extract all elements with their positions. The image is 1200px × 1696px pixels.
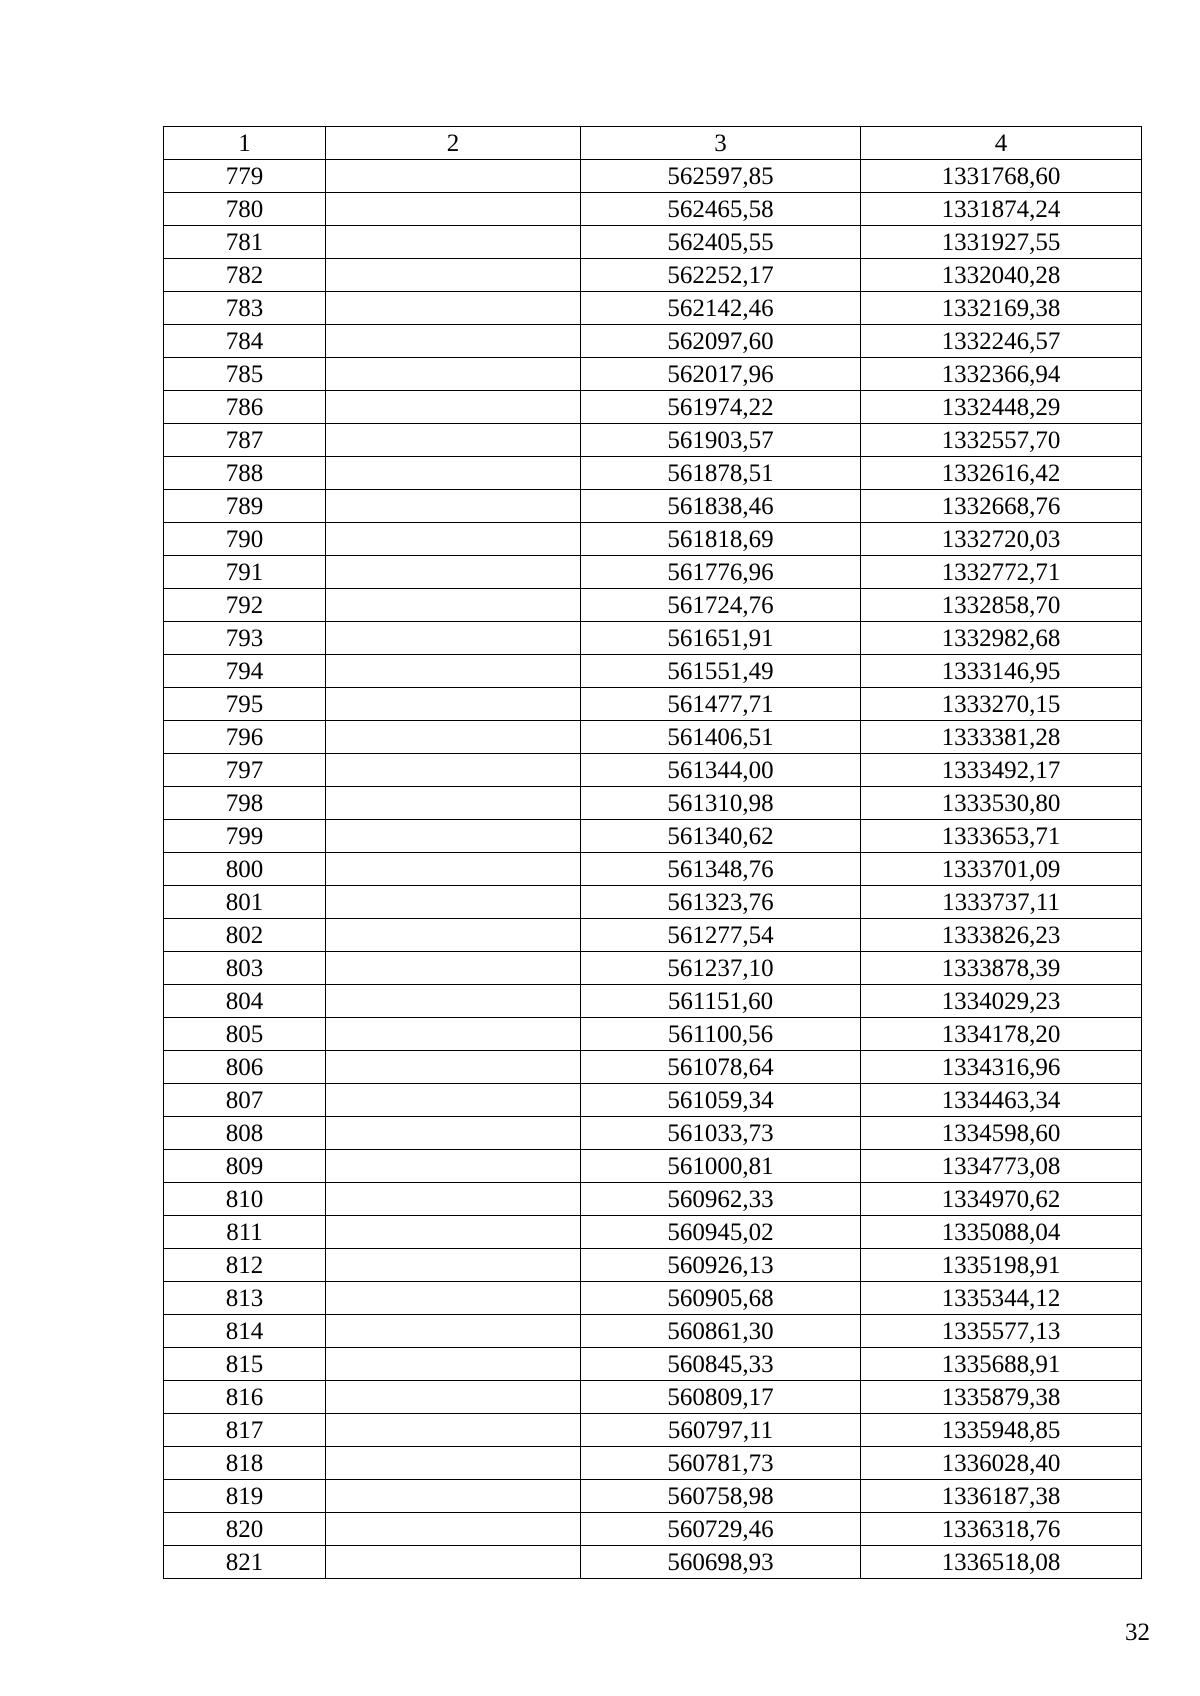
table-cell-col-4: 1335688,91 bbox=[861, 1348, 1142, 1381]
table-cell-col-1: 795 bbox=[164, 688, 326, 721]
table-header bbox=[164, 127, 1142, 160]
table-cell-col-3: 562465,58 bbox=[581, 193, 861, 226]
table-cell-col-3: 561551,49 bbox=[581, 655, 861, 688]
table-cell-col-3: 562252,17 bbox=[581, 259, 861, 292]
table-cell-col-4: 1331874,24 bbox=[861, 193, 1142, 226]
table-cell-col-3: 562405,55 bbox=[581, 226, 861, 259]
table-cell-col-2 bbox=[326, 688, 581, 721]
table-cell-col-4: 1332668,76 bbox=[861, 490, 1142, 523]
table-row bbox=[164, 358, 1142, 391]
table-cell-col-3: 561340,62 bbox=[581, 820, 861, 853]
table-row bbox=[164, 226, 1142, 259]
table-cell-col-4: 1333826,23 bbox=[861, 919, 1142, 952]
table-cell-col-2 bbox=[326, 457, 581, 490]
table-cell-col-4: 1332557,70 bbox=[861, 424, 1142, 457]
table-row bbox=[164, 1447, 1142, 1480]
table-cell-col-1: 783 bbox=[164, 292, 326, 325]
table-cell-col-1: 787 bbox=[164, 424, 326, 457]
table-cell-col-2 bbox=[326, 1348, 581, 1381]
table-cell-col-1: 781 bbox=[164, 226, 326, 259]
table-row bbox=[164, 919, 1142, 952]
table-cell-col-1: 801 bbox=[164, 886, 326, 919]
table-cell-col-2 bbox=[326, 886, 581, 919]
table-cell-col-1: 804 bbox=[164, 985, 326, 1018]
table-cell-col-2 bbox=[326, 424, 581, 457]
table-cell-col-2 bbox=[326, 1249, 581, 1282]
table-cell-col-4: 1331768,60 bbox=[861, 160, 1142, 193]
table-cell-col-4: 1332772,71 bbox=[861, 556, 1142, 589]
table-cell-col-3: 561100,56 bbox=[581, 1018, 861, 1051]
table-cell-col-1: 789 bbox=[164, 490, 326, 523]
table-cell-col-3: 561818,69 bbox=[581, 523, 861, 556]
table-row bbox=[164, 622, 1142, 655]
table-cell-col-2 bbox=[326, 193, 581, 226]
table-cell-col-4: 1332366,94 bbox=[861, 358, 1142, 391]
table-cell-col-1: 815 bbox=[164, 1348, 326, 1381]
page-number: 32 bbox=[1125, 1619, 1150, 1646]
table-row bbox=[164, 952, 1142, 985]
table-cell-col-3: 560698,93 bbox=[581, 1546, 861, 1579]
table-cell-col-3: 560905,68 bbox=[581, 1282, 861, 1315]
table-cell-col-1: 790 bbox=[164, 523, 326, 556]
table-row bbox=[164, 1348, 1142, 1381]
table-row bbox=[164, 721, 1142, 754]
table-cell-col-1: 811 bbox=[164, 1216, 326, 1249]
coordinates-table bbox=[163, 126, 1142, 1579]
table-cell-col-2 bbox=[326, 160, 581, 193]
table-cell-col-2 bbox=[326, 1051, 581, 1084]
table-cell-col-1: 814 bbox=[164, 1315, 326, 1348]
table-row bbox=[164, 325, 1142, 358]
table-cell-col-4: 1334598,60 bbox=[861, 1117, 1142, 1150]
table-cell-col-1: 797 bbox=[164, 754, 326, 787]
table-cell-col-3: 561078,64 bbox=[581, 1051, 861, 1084]
table-cell-col-3: 561277,54 bbox=[581, 919, 861, 952]
table-cell-col-2 bbox=[326, 1414, 581, 1447]
table-cell-col-2 bbox=[326, 1447, 581, 1480]
table-row bbox=[164, 655, 1142, 688]
table-row bbox=[164, 754, 1142, 787]
table-cell-col-4: 1334773,08 bbox=[861, 1150, 1142, 1183]
table-cell-col-2 bbox=[326, 226, 581, 259]
table-cell-col-1: 808 bbox=[164, 1117, 326, 1150]
table-cell-col-3: 560797,11 bbox=[581, 1414, 861, 1447]
table-cell-col-2 bbox=[326, 1381, 581, 1414]
table-cell-col-1: 816 bbox=[164, 1381, 326, 1414]
table-row bbox=[164, 787, 1142, 820]
table-cell-col-2 bbox=[326, 919, 581, 952]
table-cell-col-3: 560758,98 bbox=[581, 1480, 861, 1513]
table-cell-col-2 bbox=[326, 787, 581, 820]
table-cell-col-4: 1335088,04 bbox=[861, 1216, 1142, 1249]
table-row bbox=[164, 1084, 1142, 1117]
table-cell-col-4: 1333530,80 bbox=[861, 787, 1142, 820]
table-cell-col-2 bbox=[326, 1183, 581, 1216]
table-cell-col-4: 1333146,95 bbox=[861, 655, 1142, 688]
table-row bbox=[164, 160, 1142, 193]
table-cell-col-1: 809 bbox=[164, 1150, 326, 1183]
table-cell-col-3: 560729,46 bbox=[581, 1513, 861, 1546]
table-cell-col-3: 561724,76 bbox=[581, 589, 861, 622]
table-cell-col-3: 562142,46 bbox=[581, 292, 861, 325]
table-row bbox=[164, 1315, 1142, 1348]
table-cell-col-2 bbox=[326, 1216, 581, 1249]
table-cell-col-2 bbox=[326, 1150, 581, 1183]
table-cell-col-3: 560945,02 bbox=[581, 1216, 861, 1249]
table-cell-col-4: 1333381,28 bbox=[861, 721, 1142, 754]
table-body bbox=[164, 160, 1142, 1579]
table-row bbox=[164, 1051, 1142, 1084]
table-row bbox=[164, 457, 1142, 490]
table-cell-col-1: 799 bbox=[164, 820, 326, 853]
table-cell-col-3: 561323,76 bbox=[581, 886, 861, 919]
table-cell-col-2 bbox=[326, 490, 581, 523]
table-row bbox=[164, 292, 1142, 325]
table-cell-col-2 bbox=[326, 292, 581, 325]
table-cell-col-1: 793 bbox=[164, 622, 326, 655]
table-cell-col-1: 779 bbox=[164, 160, 326, 193]
table-cell-col-4: 1332858,70 bbox=[861, 589, 1142, 622]
table-cell-col-4: 1334029,23 bbox=[861, 985, 1142, 1018]
table-row bbox=[164, 1381, 1142, 1414]
table-cell-col-1: 800 bbox=[164, 853, 326, 886]
table-cell-col-1: 806 bbox=[164, 1051, 326, 1084]
table-cell-col-2 bbox=[326, 754, 581, 787]
table-cell-col-3: 561059,34 bbox=[581, 1084, 861, 1117]
table-cell-col-4: 1333878,39 bbox=[861, 952, 1142, 985]
table-row bbox=[164, 1216, 1142, 1249]
table-row bbox=[164, 589, 1142, 622]
table-cell-col-1: 803 bbox=[164, 952, 326, 985]
header-cell-4: 4 bbox=[861, 127, 1142, 160]
header-cell-2: 2 bbox=[326, 127, 581, 160]
table-cell-col-1: 819 bbox=[164, 1480, 326, 1513]
table-cell-col-1: 818 bbox=[164, 1447, 326, 1480]
table-row bbox=[164, 259, 1142, 292]
table-cell-col-4: 1332448,29 bbox=[861, 391, 1142, 424]
table-cell-col-3: 561344,00 bbox=[581, 754, 861, 787]
table-cell-col-2 bbox=[326, 952, 581, 985]
table-cell-col-4: 1335879,38 bbox=[861, 1381, 1142, 1414]
table-row bbox=[164, 985, 1142, 1018]
table-cell-col-1: 784 bbox=[164, 325, 326, 358]
table-cell-col-3: 561838,46 bbox=[581, 490, 861, 523]
table-cell-col-2 bbox=[326, 1513, 581, 1546]
table-cell-col-4: 1336028,40 bbox=[861, 1447, 1142, 1480]
table-row bbox=[164, 424, 1142, 457]
table-cell-col-4: 1335577,13 bbox=[861, 1315, 1142, 1348]
table-row bbox=[164, 1117, 1142, 1150]
table-row bbox=[164, 1282, 1142, 1315]
table-cell-col-3: 561033,73 bbox=[581, 1117, 861, 1150]
table-row bbox=[164, 853, 1142, 886]
table-cell-col-4: 1332246,57 bbox=[861, 325, 1142, 358]
table-cell-col-4: 1334970,62 bbox=[861, 1183, 1142, 1216]
table-cell-col-3: 561903,57 bbox=[581, 424, 861, 457]
table-cell-col-4: 1334463,34 bbox=[861, 1084, 1142, 1117]
table-cell-col-3: 561651,91 bbox=[581, 622, 861, 655]
table-cell-col-2 bbox=[326, 985, 581, 1018]
table-cell-col-2 bbox=[326, 523, 581, 556]
table-cell-col-4: 1336318,76 bbox=[861, 1513, 1142, 1546]
table-cell-col-2 bbox=[326, 1084, 581, 1117]
table-cell-col-4: 1333737,11 bbox=[861, 886, 1142, 919]
table-row bbox=[164, 1150, 1142, 1183]
table-cell-col-1: 820 bbox=[164, 1513, 326, 1546]
table-cell-col-1: 807 bbox=[164, 1084, 326, 1117]
table-cell-col-4: 1333653,71 bbox=[861, 820, 1142, 853]
table-cell-col-4: 1332720,03 bbox=[861, 523, 1142, 556]
table-row bbox=[164, 1546, 1142, 1579]
table-cell-col-3: 561776,96 bbox=[581, 556, 861, 589]
table-row bbox=[164, 886, 1142, 919]
table-row bbox=[164, 1513, 1142, 1546]
table-cell-col-2 bbox=[326, 589, 581, 622]
table-cell-col-4: 1332169,38 bbox=[861, 292, 1142, 325]
table-cell-col-2 bbox=[326, 391, 581, 424]
table-cell-col-2 bbox=[326, 358, 581, 391]
table-row bbox=[164, 391, 1142, 424]
table-cell-col-2 bbox=[326, 721, 581, 754]
table-cell-col-2 bbox=[326, 622, 581, 655]
table-cell-col-4: 1332982,68 bbox=[861, 622, 1142, 655]
table-cell-col-4: 1333270,15 bbox=[861, 688, 1142, 721]
table-cell-col-3: 561237,10 bbox=[581, 952, 861, 985]
table-cell-col-1: 780 bbox=[164, 193, 326, 226]
table-cell-col-3: 561406,51 bbox=[581, 721, 861, 754]
table-cell-col-1: 817 bbox=[164, 1414, 326, 1447]
table-cell-col-1: 788 bbox=[164, 457, 326, 490]
table-row bbox=[164, 556, 1142, 589]
table-cell-col-1: 786 bbox=[164, 391, 326, 424]
table-row bbox=[164, 1249, 1142, 1282]
table-cell-col-3: 561348,76 bbox=[581, 853, 861, 886]
table-cell-col-2 bbox=[326, 820, 581, 853]
table-cell-col-3: 561000,81 bbox=[581, 1150, 861, 1183]
table-cell-col-3: 560926,13 bbox=[581, 1249, 861, 1282]
table-row bbox=[164, 1414, 1142, 1447]
table-cell-col-3: 562017,96 bbox=[581, 358, 861, 391]
table-cell-col-3: 560781,73 bbox=[581, 1447, 861, 1480]
header-cell-3: 3 bbox=[581, 127, 861, 160]
table-cell-col-1: 792 bbox=[164, 589, 326, 622]
table-row bbox=[164, 490, 1142, 523]
table-cell-col-1: 810 bbox=[164, 1183, 326, 1216]
table-cell-col-2 bbox=[326, 325, 581, 358]
table-cell-col-3: 560845,33 bbox=[581, 1348, 861, 1381]
table-cell-col-4: 1336187,38 bbox=[861, 1480, 1142, 1513]
table-cell-col-4: 1336518,08 bbox=[861, 1546, 1142, 1579]
table-cell-col-2 bbox=[326, 853, 581, 886]
table-cell-col-2 bbox=[326, 1315, 581, 1348]
table-cell-col-4: 1332040,28 bbox=[861, 259, 1142, 292]
table-row bbox=[164, 1480, 1142, 1513]
table-cell-col-4: 1332616,42 bbox=[861, 457, 1142, 490]
table-cell-col-2 bbox=[326, 1282, 581, 1315]
table-cell-col-2 bbox=[326, 655, 581, 688]
table-cell-col-2 bbox=[326, 1546, 581, 1579]
table-cell-col-2 bbox=[326, 556, 581, 589]
table-cell-col-3: 560962,33 bbox=[581, 1183, 861, 1216]
table-cell-col-3: 561477,71 bbox=[581, 688, 861, 721]
table-cell-col-1: 821 bbox=[164, 1546, 326, 1579]
table-row bbox=[164, 523, 1142, 556]
table-cell-col-2 bbox=[326, 1018, 581, 1051]
table-cell-col-1: 791 bbox=[164, 556, 326, 589]
table-cell-col-4: 1331927,55 bbox=[861, 226, 1142, 259]
table-cell-col-3: 561151,60 bbox=[581, 985, 861, 1018]
table-cell-col-1: 785 bbox=[164, 358, 326, 391]
table-cell-col-3: 560861,30 bbox=[581, 1315, 861, 1348]
table-cell-col-1: 794 bbox=[164, 655, 326, 688]
table-cell-col-3: 561974,22 bbox=[581, 391, 861, 424]
table-cell-col-1: 798 bbox=[164, 787, 326, 820]
table-cell-col-3: 561878,51 bbox=[581, 457, 861, 490]
table-cell-col-2 bbox=[326, 1480, 581, 1513]
table-row bbox=[164, 820, 1142, 853]
table-cell-col-3: 561310,98 bbox=[581, 787, 861, 820]
header-row bbox=[164, 127, 1142, 160]
table-cell-col-1: 813 bbox=[164, 1282, 326, 1315]
table-cell-col-3: 560809,17 bbox=[581, 1381, 861, 1414]
table-cell-col-4: 1333492,17 bbox=[861, 754, 1142, 787]
table-cell-col-4: 1334316,96 bbox=[861, 1051, 1142, 1084]
table-row bbox=[164, 1018, 1142, 1051]
table-row bbox=[164, 688, 1142, 721]
table-cell-col-4: 1334178,20 bbox=[861, 1018, 1142, 1051]
table-cell-col-4: 1333701,09 bbox=[861, 853, 1142, 886]
table-cell-col-3: 562097,60 bbox=[581, 325, 861, 358]
table-cell-col-1: 802 bbox=[164, 919, 326, 952]
table-cell-col-4: 1335198,91 bbox=[861, 1249, 1142, 1282]
header-cell-1: 1 bbox=[164, 127, 326, 160]
table-cell-col-1: 796 bbox=[164, 721, 326, 754]
table-cell-col-4: 1335344,12 bbox=[861, 1282, 1142, 1315]
table-cell-col-1: 812 bbox=[164, 1249, 326, 1282]
table-cell-col-1: 782 bbox=[164, 259, 326, 292]
table-cell-col-2 bbox=[326, 1117, 581, 1150]
table-cell-col-1: 805 bbox=[164, 1018, 326, 1051]
table-cell-col-3: 562597,85 bbox=[581, 160, 861, 193]
table-row bbox=[164, 193, 1142, 226]
table-cell-col-4: 1335948,85 bbox=[861, 1414, 1142, 1447]
table-row bbox=[164, 1183, 1142, 1216]
table-cell-col-2 bbox=[326, 259, 581, 292]
